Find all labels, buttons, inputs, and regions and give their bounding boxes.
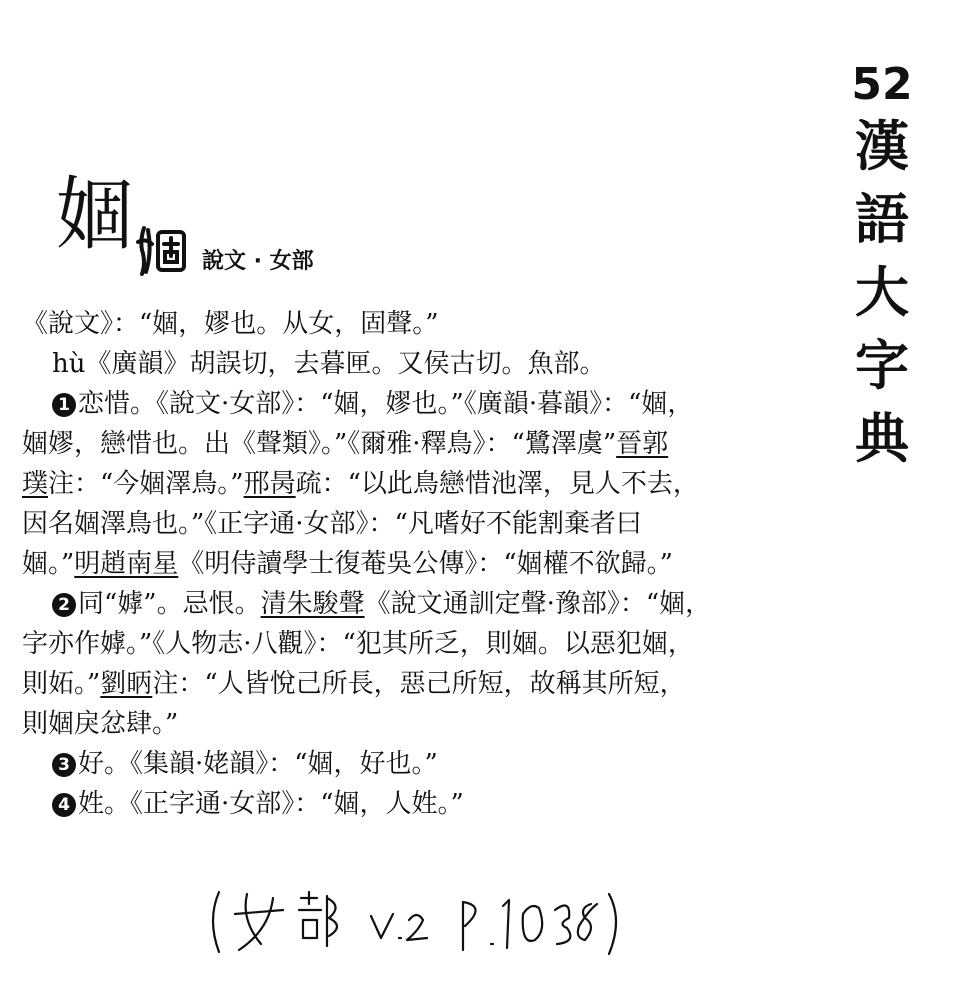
title-char: 大	[855, 261, 909, 324]
entry-line	[22, 544, 792, 584]
entry-body	[22, 304, 792, 824]
entry-text: 則婟戾忿肆。”	[22, 709, 179, 739]
entry-text: 字亦作嫭。”《人物志·八觀》：“犯其所乏，則婟。以惡犯婟，	[22, 629, 694, 659]
entry-line	[22, 784, 792, 824]
entry-line	[22, 504, 792, 544]
sense-number: 2	[52, 593, 76, 617]
entry-text: 因名婟澤鳥也。”《正字通·女部》：“凡嗜好不能割棄者曰	[22, 509, 642, 539]
proper-name: 邢昺	[243, 469, 296, 499]
head-character: 婟	[56, 170, 135, 260]
proper-name: 明趙南星	[74, 549, 179, 579]
entry-text: 好。《集韻·姥韻》：“婟，好也。”	[78, 749, 438, 779]
entry-line	[22, 624, 792, 664]
title-char: 典	[855, 407, 909, 470]
entry-text: 恋惜。《說文·女部》：“婟，嫪也。”《廣韻·暮韻》：“婟，	[78, 389, 694, 419]
entry-line	[22, 304, 792, 344]
entry-text: 同“嫭”。忌恨。	[78, 589, 261, 619]
title-char: 字	[855, 334, 909, 397]
entry-line	[22, 424, 792, 464]
proper-name: 清朱駿聲	[260, 589, 365, 619]
entry-text: hù《廣韻》胡誤切，去暮匣。又侯古切。魚部。	[52, 349, 606, 379]
proper-name: 劉昞	[100, 669, 153, 699]
entry-text: 《說文》：“婟，嫪也。从女，固聲。”	[22, 309, 439, 339]
entry-line	[22, 344, 792, 384]
dictionary-title	[842, 60, 922, 475]
entry-text: 《明侍讀學士復菴吳公傳》：“婟權不欲歸。”	[178, 549, 673, 579]
entry-line	[22, 744, 792, 784]
entry-line	[22, 664, 792, 704]
title-char: 漢	[855, 115, 909, 178]
entry-text: 《說文通訓定聲·豫部》：“婟，	[364, 589, 712, 619]
entry-line	[22, 584, 792, 624]
sense-number: 1	[52, 393, 76, 417]
proper-name: 璞	[22, 469, 49, 499]
entry-text: 疏：“以此鳥戀惜池澤，見人不去，	[295, 469, 699, 499]
entry-text: 婟。”	[22, 549, 75, 579]
entry-text: 注：“人皆悅己所長，惡己所短，故稱其所短，	[152, 669, 686, 699]
page-number: 52	[851, 59, 913, 110]
sense-number: 3	[52, 753, 76, 777]
entry-line	[22, 384, 792, 424]
seal-script-glyph	[136, 222, 188, 278]
entry-text: 則妬。”	[22, 669, 101, 699]
entry-text: 姓。《正字通·女部》：“婟，人姓。”	[78, 789, 464, 819]
proper-name: 晉郭	[616, 429, 669, 459]
entry-line	[22, 704, 792, 744]
entry-line	[22, 464, 792, 504]
source-tag: 說文 · 女部	[202, 249, 314, 274]
entry-text: 婟嫪，戀惜也。出《聲類》。”《爾雅·釋鳥》：“鷺澤虞”	[22, 429, 617, 459]
handwritten-note	[205, 880, 625, 970]
sense-number: 4	[52, 793, 76, 817]
entry-text: 注：“今婟澤鳥。”	[48, 469, 244, 499]
title-char: 語	[855, 188, 909, 251]
